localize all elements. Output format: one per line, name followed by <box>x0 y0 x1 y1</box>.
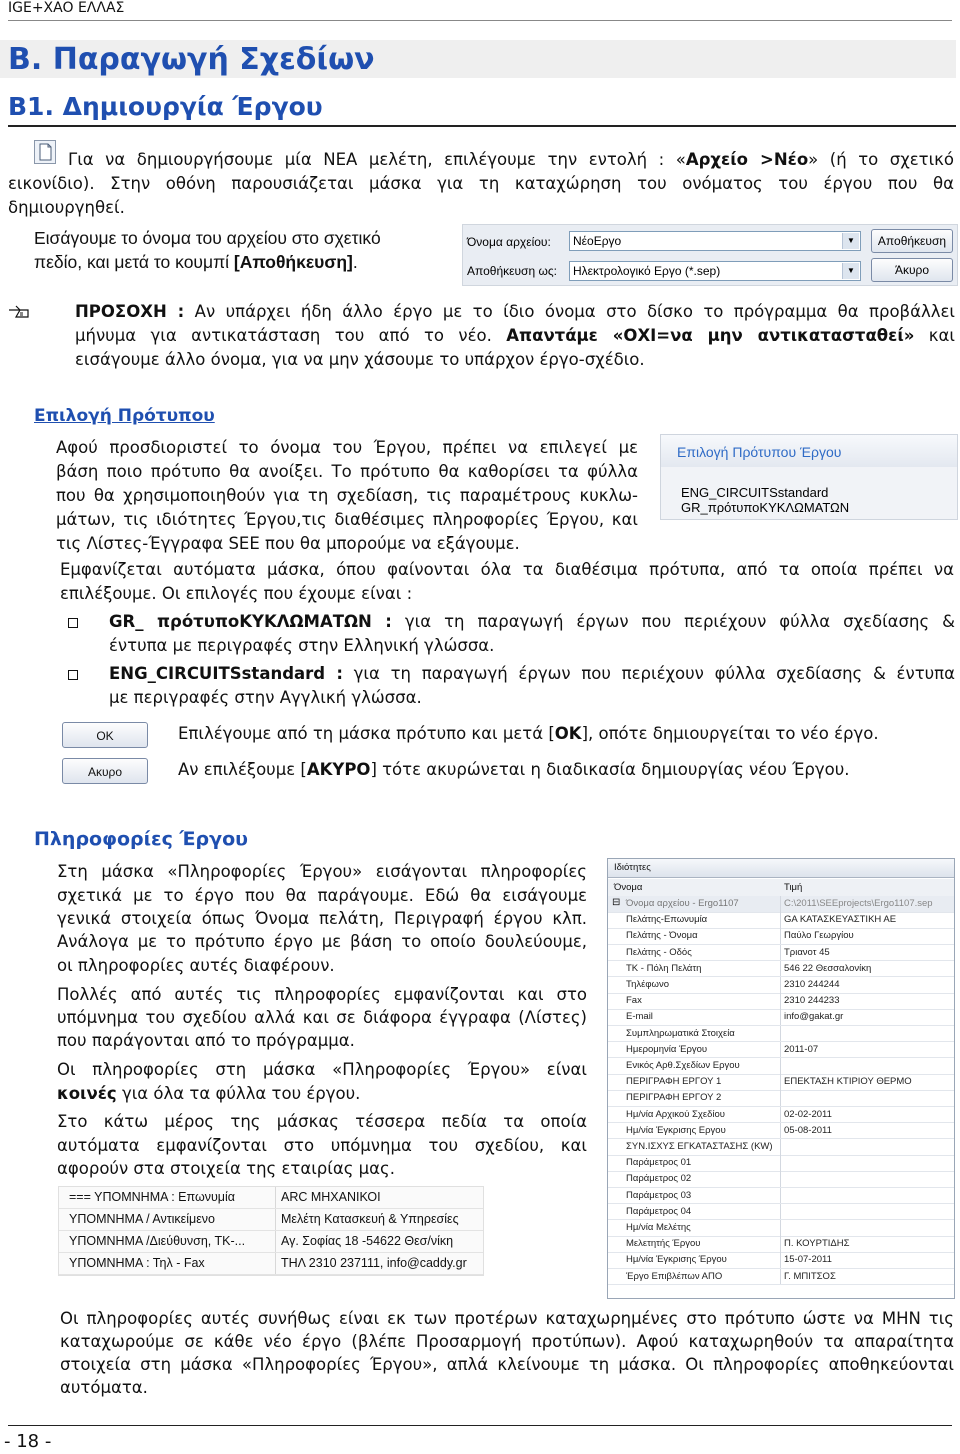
property-value: 02-02-2011 <box>784 1108 832 1120</box>
option-eng-line-2: με περιγραφές στην Αγγλική γλώσσα. <box>109 688 422 707</box>
properties-row[interactable] <box>608 961 954 978</box>
property-separator <box>780 912 781 928</box>
properties-row[interactable] <box>608 1188 954 1205</box>
property-value: Παύλο Γεωργίου <box>784 930 854 942</box>
property-separator <box>780 1155 781 1171</box>
property-separator <box>780 1188 781 1204</box>
properties-row[interactable] <box>608 1026 954 1043</box>
property-name: Ημ/νία Μελέτης <box>626 1222 691 1233</box>
properties-title: Ιδιότητες <box>614 862 651 873</box>
info-p4-line-1: Στο κάτω μέρος της μάσκας τέσσερα πεδία τα οποία <box>57 1112 587 1131</box>
running-header: IGE+XAO ΕΛΛΑΣ <box>8 0 125 16</box>
info-p4-line-3: αφορούν στα στοιχεία της εταιρίας μας. <box>57 1159 395 1178</box>
template-line-1: Αφού προσδιοριστεί το όνομα του Έργου, πρέπει να επιλεγεί με <box>56 438 638 457</box>
property-value: 05-08-2011 <box>784 1124 832 1136</box>
intro-line-4: Εισάγουμε το όνομα του αρχείου στο σχετικό <box>34 228 381 248</box>
properties-row[interactable] <box>608 1171 954 1188</box>
intro-line-5: πεδίο, και μετά το κουμπί [Αποθήκευση]. <box>34 252 358 272</box>
property-separator <box>780 1269 781 1285</box>
closing-line-3: στοιχεία στη μάσκα «Πληροφορίες Έργου», απλά κλείνουμε τη μάσκα. Οι πληροφορίες αποθηκεύονται <box>60 1355 954 1374</box>
info-p4-line-2: αυτόματα εμφανίζονται στο υπόμνημα του σχεδίου, και <box>57 1136 587 1155</box>
property-separator <box>780 1204 781 1220</box>
column-value-header: Τιμή <box>784 882 803 893</box>
ok-explanation: Επιλέγουμε από τη μάσκα πρότυπο και μετά [OK], οπότε δημιουργείται το νέο έργο. <box>178 724 879 743</box>
property-value: 546 22 Θεσσαλονίκη <box>784 962 872 974</box>
info-heading: Πληροφορίες Έργου <box>34 828 248 850</box>
properties-row[interactable] <box>608 1107 954 1124</box>
properties-row[interactable] <box>608 993 954 1010</box>
property-separator <box>780 1107 781 1123</box>
property-name: Μελετητής Έργου <box>626 1238 701 1250</box>
property-name: ΠΕΡΙΓΡΑΦΗ ΕΡΓΟΥ 1 <box>626 1076 722 1088</box>
property-separator <box>780 1009 781 1025</box>
property-separator <box>780 1026 781 1042</box>
property-name: Παράμετρος 03 <box>626 1189 692 1201</box>
ok-button[interactable]: OK <box>62 722 148 748</box>
property-name: Τηλέφωνο <box>626 979 669 990</box>
properties-row[interactable] <box>608 1074 954 1091</box>
property-value: info@gakat.gr <box>784 1011 844 1023</box>
property-name: Ενικός Αρθ.Σχεδίων Εργου <box>626 1060 740 1071</box>
intro-line-1: Για να δημιουργήσουμε μία ΝΕΑ μελέτη, επιλέγουμε την εντολή : «Αρχείο >Νέο» (ή το σχετικό <box>68 150 955 169</box>
section-title: B. Παραγωγή Σχεδίων <box>8 42 375 77</box>
property-separator <box>780 1236 781 1252</box>
info-p1-line-2: σχετικά με το έργο που θα παράγουμε. Εδώ θα εισάγουμε <box>57 886 587 905</box>
property-value: 2011-07 <box>784 1043 819 1055</box>
properties-row[interactable] <box>608 1139 954 1156</box>
properties-group-row[interactable] <box>608 896 954 913</box>
property-separator <box>780 896 781 912</box>
intro-line-3: δημιουργηθεί. <box>8 198 125 217</box>
property-separator <box>780 1139 781 1155</box>
property-name: Συμπληρωματικά Στοιχεία <box>626 1027 735 1039</box>
property-value: 2310 244233 <box>784 995 840 1007</box>
checkbox-icon <box>68 670 78 680</box>
info-p2-line-1: Πολλές από αυτές τις πληροφορίες εμφανίζονται και στο <box>57 985 587 1004</box>
properties-row[interactable] <box>608 1042 954 1059</box>
template-heading: Επιλογή Πρότυπου <box>34 406 215 426</box>
property-name: E-mail <box>626 1011 653 1023</box>
property-value: 2310 244244 <box>784 979 840 990</box>
info-p2-line-2: υπόμνημα του σχεδίου αλλά και σε διάφορα έγγραφα (Λίστες) <box>57 1008 587 1027</box>
company-row[interactable]: ΥΠΟΜΝΗΜΑ / Αντικείμενο Μελέτη Κατασκευή & Υπηρεσίες <box>59 1209 483 1231</box>
template-panel <box>660 434 958 520</box>
property-name: Παράμετρος 01 <box>626 1157 692 1169</box>
property-name: ΤΚ - Πόλη Πελάτη <box>626 962 702 974</box>
property-name: Πελάτης-Επωνυμία <box>626 914 708 926</box>
property-separator <box>780 928 781 944</box>
properties-row[interactable] <box>608 912 954 929</box>
template-line-2: βάση ποιο πρότυπο θα ανοίξει. Το πρότυπο θα καθορίσει τα φύλλα <box>56 462 638 481</box>
property-name: Ημερομηνία Έργου <box>626 1043 708 1055</box>
properties-row[interactable] <box>608 1220 954 1237</box>
property-separator <box>780 961 781 977</box>
property-separator <box>780 977 781 993</box>
property-separator <box>780 1171 781 1187</box>
property-separator <box>780 1074 781 1090</box>
property-separator <box>780 1220 781 1236</box>
warning-line-1: ΠΡΟΣΟΧΗ : Αν υπάρχει ήδη άλλο έργο με το ίδιο όνομα στο δίσκο το πρόγραμμα θα προβάλλει <box>75 302 955 321</box>
company-row[interactable]: ΥΠΟΜΝΗΜΑ /Διεύθυνση, ΤΚ-... Αγ. Σοφίας 18 -54622 Θεσ/νίκη <box>59 1231 483 1253</box>
properties-row[interactable] <box>608 1090 954 1107</box>
template-line-4: μάτων, τις ιδιότητες Έργου,τις διαθέσιμες πληροφορίες Έργου, και <box>56 510 638 529</box>
company-row[interactable]: === ΥΠΟΜΝΗΜΑ : Επωνυμία ARC ΜΗΧΑΝΙΚΟΙ <box>59 1187 483 1209</box>
info-p1-line-4: Ανάλογα με το πρότυπο έργο με βάση το οποίο δουλεύουμε, <box>57 932 587 951</box>
save-dialog <box>462 224 958 286</box>
properties-panel <box>607 858 955 1299</box>
property-separator <box>780 1123 781 1139</box>
property-separator <box>780 1042 781 1058</box>
property-name: Ημ/νία Έγκρισης Έργου <box>626 1254 727 1266</box>
company-row[interactable]: ΥΠΟΜΝΗΜΑ : Τηλ - Fax ΤΗΛ 2310 237111, info@caddy.gr <box>59 1253 483 1275</box>
pointer-hand-icon <box>8 305 30 321</box>
new-file-icon <box>34 140 56 164</box>
closing-line-4: αυτόματα. <box>60 1378 148 1397</box>
chevron-down-icon[interactable]: ▼ <box>842 263 859 279</box>
property-value: Γ. ΜΠΙΤΣΟΣ <box>784 1270 836 1282</box>
properties-rows <box>608 896 954 1298</box>
properties-row[interactable] <box>608 1269 954 1286</box>
savetype-label: Αποθήκευση ως: <box>467 264 557 278</box>
properties-row[interactable] <box>608 1058 954 1075</box>
checkbox-icon <box>68 618 78 628</box>
cancel-explanation: Αν επιλέξουμε [ΑΚΥΡΟ] τότε ακυρώνεται η διαδικασία δημιουργίας νέου Έργου. <box>178 760 850 779</box>
info-p3-line-1: Οι πληροφορίες στη μάσκα «Πληροφορίες Έργου» είναι <box>57 1060 587 1079</box>
template-after-1: Εμφανίζεται αυτόματα μάσκα, όπου φαίνονται όλα τα διαθέσιμα πρότυπα, από τα οποία πρέπει να <box>60 560 954 579</box>
info-p1-line-3: γενικά στοιχεία όπως Όνομα πελάτη, Περιγραφή έργου κλπ. <box>57 909 587 928</box>
property-name: Πελάτης - Οδός <box>626 946 692 958</box>
template-option-eng[interactable]: ENG_CIRCUITSstandard <box>681 485 829 500</box>
properties-row[interactable] <box>608 1236 954 1253</box>
cancel-template-button[interactable]: Ακυρο <box>62 758 148 784</box>
option-gr-line-2: έντυπα με περιγραφές στην Ελληνική γλώσσα. <box>109 636 495 655</box>
property-name: Πελάτης - Όνομα <box>626 930 698 942</box>
column-name-header: Όνομα <box>614 882 643 893</box>
property-separator <box>780 1090 781 1106</box>
properties-row[interactable] <box>608 928 954 945</box>
closing-line-1: Οι πληροφορίες αυτές συνήθως είναι εκ των προτέρων καταχωρημένες στο πρότυπο ώστε να ΜΗΝ τις <box>60 1309 954 1328</box>
properties-row[interactable] <box>608 1252 954 1269</box>
cancel-button[interactable]: Άκυρο <box>871 258 953 282</box>
header-rule <box>8 20 952 21</box>
collapse-icon[interactable]: ⊟ <box>612 897 621 908</box>
property-name: Ημ/νία Έγκρισης Εργου <box>626 1124 726 1136</box>
properties-row[interactable] <box>608 1009 954 1026</box>
properties-row[interactable] <box>608 977 954 994</box>
info-p3-line-2: κοινές για όλα τα φύλλα του έργου. <box>57 1084 361 1103</box>
property-name: Ημ/νία Αρχικού Σχεδίου <box>626 1108 726 1120</box>
warning-line-3: εισάγουμε άλλο όνομα, για να μην χάσουμε το υπάρχον έργο-σχέδιο. <box>75 350 645 369</box>
save-button[interactable]: Αποθήκευση <box>871 229 953 253</box>
property-value: GA ΚΑΤΑΣΚΕΥΑΣΤΙΚΗ ΑΕ <box>784 914 897 926</box>
page-number: - 18 - <box>4 1431 52 1452</box>
filename-label: Όνομα αρχείου: <box>467 235 551 249</box>
chevron-down-icon[interactable]: ▼ <box>842 233 859 249</box>
filename-input[interactable]: ΝέοΕργο ▼ <box>569 231 861 251</box>
template-line-3: που θα χρησιμοποιηθούν για τη σχεδίαση, τις παραμέτρους κυκλω- <box>56 486 638 505</box>
warning-line-2: μήνυμα για αντικατάσταση του από το νέο. Απαντάμε «ΟΧΙ=να μην αντικατασταθεί» και <box>75 326 955 345</box>
template-option-gr[interactable]: GR_πρότυποΚΥΚΛΩΜΑΤΩΝ <box>681 500 850 515</box>
property-name: Παράμετρος 02 <box>626 1173 692 1185</box>
option-eng-line-1: ENG_CIRCUITSstandard : για τη παραγωγή έργων που περιέχουν φύλλα σχεδίασης & έντυπα <box>109 664 955 683</box>
intro-line-2: εικονίδιο). Στην οθόνη παρουσιάζεται μάσκα για τη καταχώρηση του ονόματος του έργου που θα <box>8 174 954 193</box>
property-value: Τριανοτ 45 <box>784 946 830 958</box>
property-separator <box>780 945 781 961</box>
template-after-2: επιλέξουμε. Οι επιλογές που έχουμε είναι : <box>60 584 413 603</box>
option-gr-line-1: GR_ πρότυποΚΥΚΛΩΜΑΤΩΝ : για τη παραγωγή έργων που περιέχουν φύλλα σχεδίασης & <box>109 612 955 631</box>
closing-line-2: καταχωρούμε σε κάθε νέο έργο (βλέπε Προσαρμογή προτύπων). Αφού καταχωρηθούν τα απαραίτητα <box>60 1332 954 1351</box>
properties-row[interactable] <box>608 945 954 962</box>
properties-title-bar <box>608 859 954 878</box>
company-legend-table <box>58 1186 484 1276</box>
property-value: Π. ΚΟΥΡΤΙΔΗΣ <box>784 1238 850 1250</box>
properties-row[interactable] <box>608 1155 954 1172</box>
subsection-title: B1. Δημιουργία Έργου <box>8 92 323 121</box>
properties-row[interactable] <box>608 1123 954 1140</box>
property-separator <box>780 1252 781 1268</box>
property-separator <box>780 1058 781 1074</box>
footer-rule <box>8 1425 952 1426</box>
property-name: ΣΥΝ.ΙΣΧΥΣ ΕΓΚΑΤΑΣΤΑΣΗΣ (KW) <box>626 1141 773 1152</box>
property-name: Παράμετρος 04 <box>626 1205 692 1217</box>
info-p1-line-5: οι πληροφορίες αυτές διαφέρουν. <box>57 956 335 975</box>
subsection-rule <box>8 125 956 127</box>
section-title-bar <box>0 40 956 78</box>
property-name: Fax <box>626 995 642 1007</box>
info-p2-line-3: που παράγονται από το πρόγραμμα. <box>57 1031 355 1050</box>
property-value: 15-07-2011 <box>784 1254 832 1266</box>
property-value: ΕΠΕΚΤΑΣΗ ΚΤΙΡΙΟΥ ΘΕΡΜΟ <box>784 1076 912 1088</box>
property-separator <box>780 993 781 1009</box>
properties-column-header <box>608 879 954 897</box>
property-name: ΠΕΡΙΓΡΑΦΗ ΕΡΓΟΥ 2 <box>626 1092 722 1104</box>
template-line-5: τις Λίστες-Έγγραφα SEE που θα μπορούμε να εξάγουμε. <box>56 534 520 553</box>
property-name: Έργο Επιβλέπων ΑΠΟ <box>626 1270 723 1282</box>
template-panel-title: Επιλογή Πρότυπου Έργου <box>677 444 842 460</box>
info-p1-line-1: Στη μάσκα «Πληροφορίες Έργου» εισάγονται πληροφορίες <box>57 862 587 881</box>
property-value: C:\2011\SEEprojects\Ergo1107.sep <box>784 898 933 909</box>
savetype-select[interactable]: Ηλεκτρολογικό Εργο (*.sep) ▼ <box>569 261 861 281</box>
property-name: Όνομα αρχείου - Ergo1107 <box>626 898 739 909</box>
properties-row[interactable] <box>608 1204 954 1221</box>
